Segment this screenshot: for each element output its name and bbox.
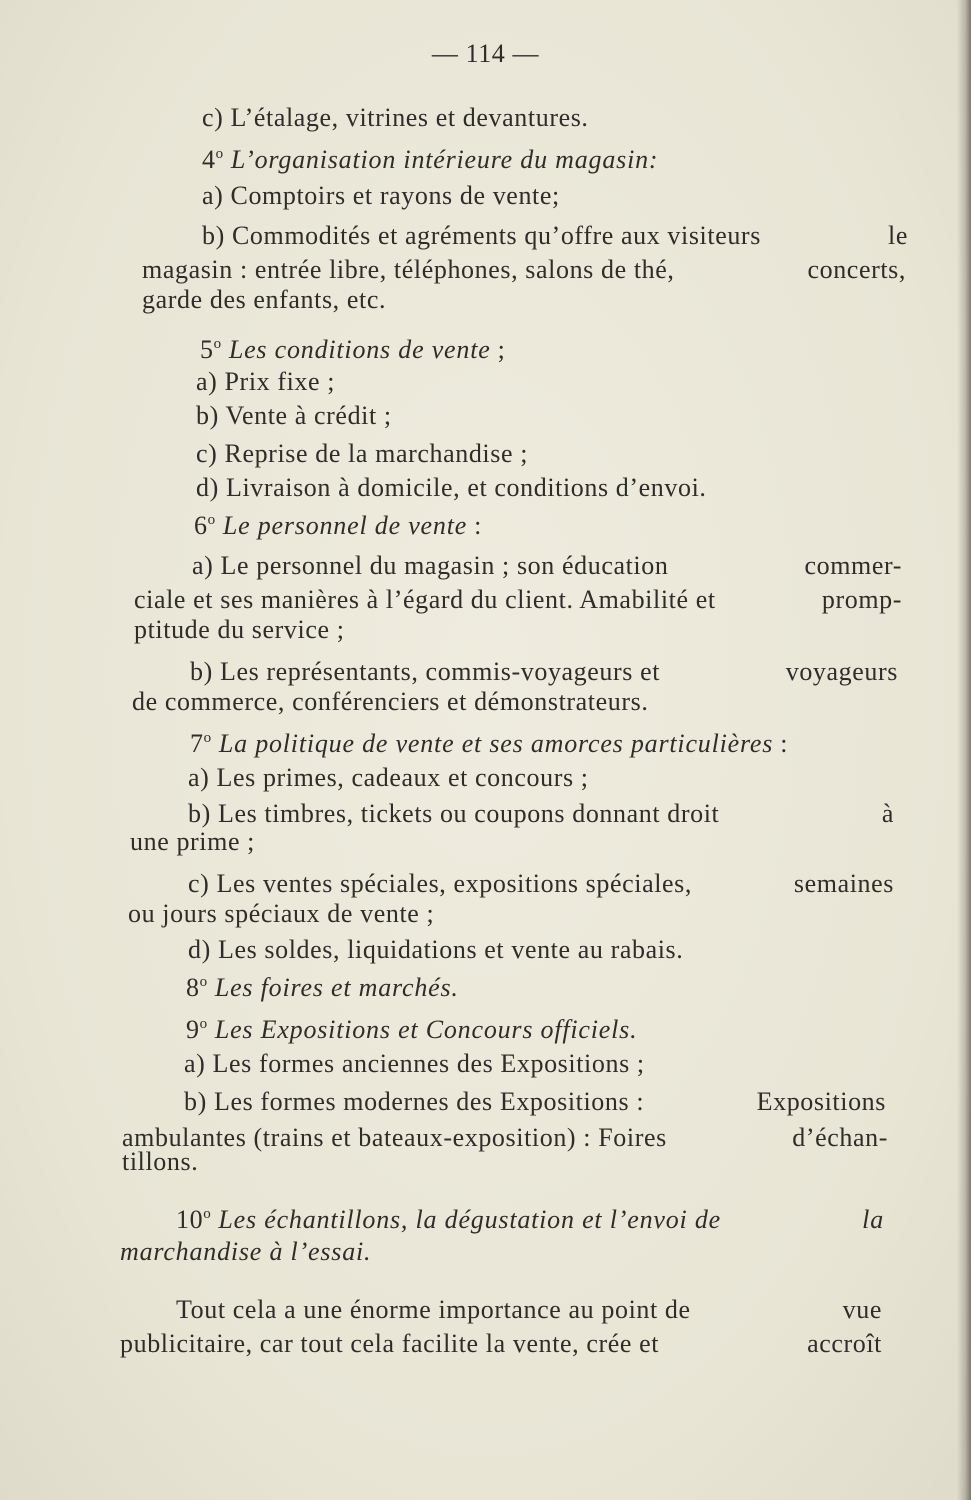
text-line: ou jours spéciaux de vente ;	[128, 899, 435, 928]
text-line: b) Vente à crédit ;	[196, 401, 392, 430]
section-title: Les conditions de vente	[228, 335, 491, 364]
section-heading-6: 6$^o$ Le personnel de vente :	[194, 511, 482, 540]
page-edge-shadow	[957, 0, 971, 1500]
section-heading-10: 10$^o$ Les échantillons, la dégustation et l’envoi de la	[176, 1205, 884, 1234]
text-line: de commerce, conférenciers et démonstrateurs.	[132, 687, 649, 716]
text-line: une prime ;	[130, 827, 256, 856]
paragraph-line: Tout cela a une énorme importance au point de vue	[176, 1295, 882, 1324]
section-heading-4: 4$^o$ L’organisation intérieure du magasin:	[202, 145, 659, 174]
section-title: La politique de vente et ses amorces particulières	[218, 729, 774, 758]
text-line: a) Le personnel du magasin ; son éducation commer-	[192, 551, 902, 580]
text-line: ptitude du service ;	[134, 615, 345, 644]
text-line: garde des enfants, etc.	[142, 285, 387, 314]
section-title: Les foires et marchés.	[214, 973, 459, 1002]
text-line: tillons.	[122, 1147, 199, 1176]
section-title: Les Expositions et Concours officiels.	[214, 1015, 638, 1044]
text-line: b) Les timbres, tickets ou coupons donnant droit à	[188, 799, 894, 828]
text-line: a) Comptoirs et rayons de vente;	[202, 181, 560, 210]
section-title: Les échantillons, la dégustation et l’envoi de	[218, 1205, 721, 1234]
text-line: c) Reprise de la marchandise ;	[196, 439, 529, 468]
section-heading-7: 7$^o$ La politique de vente et ses amorces particulières :	[190, 729, 789, 758]
section-heading-5: 5$^o$ Les conditions de vente ;	[200, 335, 506, 364]
section-title: Le personnel de vente	[222, 511, 468, 540]
text-line: a) Les primes, cadeaux et concours ;	[188, 763, 589, 792]
text-line: magasin : entrée libre, téléphones, salons de thé, concerts,	[142, 255, 906, 284]
text-line: c) Les ventes spéciales, expositions spéciales, semaines	[188, 869, 894, 898]
text-line: ciale et ses manières à l’égard du client. Amabilité et promp-	[134, 585, 902, 614]
text-line: a) Les formes anciennes des Expositions ;	[184, 1049, 645, 1078]
section-title: L’organisation intérieure du magasin:	[230, 145, 659, 174]
section-title-continued: marchandise à l’essai.	[120, 1237, 372, 1266]
text-line: a) Prix fixe ;	[196, 367, 336, 396]
section-heading-8: 8$^o$ Les foires et marchés.	[186, 973, 459, 1002]
text-line: b) Les représentants, commis-voyageurs et voyageurs	[190, 657, 898, 686]
text-line: c) L’étalage, vitrines et devantures.	[202, 103, 589, 132]
text-line: d) Les soldes, liquidations et vente au rabais.	[188, 935, 684, 964]
text-line: d) Livraison à domicile, et conditions d’envoi.	[196, 473, 707, 502]
page-number: — 114 —	[431, 39, 540, 68]
section-heading-9: 9$^o$ Les Expositions et Concours officiels.	[186, 1015, 638, 1044]
text-line: b) Commodités et agréments qu’offre aux visiteurs le	[202, 221, 908, 250]
text-line: ambulantes (trains et bateaux-exposition) : Foires d’échan-	[122, 1123, 888, 1152]
text-line: b) Les formes modernes des Expositions : Expositions	[184, 1087, 886, 1116]
paragraph-line: publicitaire, car tout cela facilite la vente, crée et accroît	[120, 1329, 882, 1358]
